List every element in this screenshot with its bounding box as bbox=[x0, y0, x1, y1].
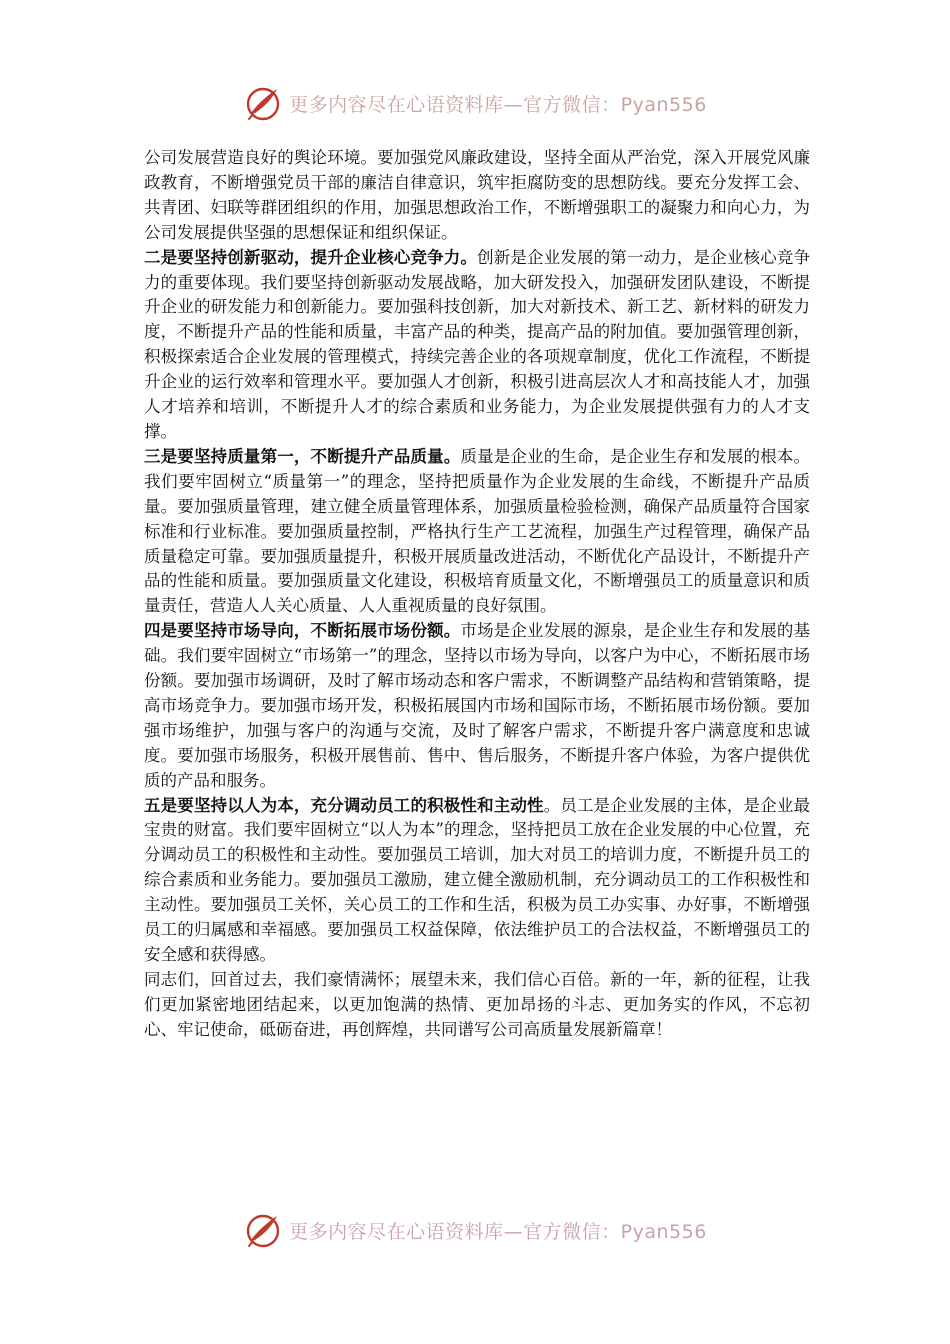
footer-banner bbox=[0, 1207, 950, 1253]
header-banner-text: 更多内容尽在心语资料库—官方微信：Pyan556 bbox=[289, 93, 707, 116]
paragraph-text: 市场是企业发展的源泉，是企业生存和发展的基础。我们要牢固树立“市场第一”的理念，坚持以市场为导向，以客户为中心，不断拓展市场份额。要加强市场调研，及时了解市场动态和客户需求，不断调整产品结构和营销策略，提高市场竞争力。要加强市场开发，积极拓展国内市场和国际市场，不断拓展市场份额。要加强市场维护，加强与客户的沟通与交流，及时了解客户需求，不断提升客户满意度和忠诚度。要加强市场服务，积极开展售前、售中、售后服务，不断提升客户体验，为客户提供优质的产品和服务。 bbox=[144, 621, 811, 790]
quill-logo-icon bbox=[243, 83, 283, 123]
paragraph bbox=[144, 246, 810, 445]
paragraph bbox=[144, 146, 810, 246]
paragraph bbox=[144, 968, 810, 1043]
paragraph-lead: 二是要坚持创新驱动，提升企业核心竞争力。 bbox=[144, 247, 478, 267]
document-body bbox=[144, 146, 810, 1043]
paragraph-text: 质量是企业的生命，是企业生存和发展的根本。我们要牢固树立“质量第一”的理念，坚持把质量作为企业发展的生命线，不断提升产品质量。要加强质量管理，建立健全质量管理体系，加强质量检验检测，确保产品质量符合国家标准和行业标准。要加强质量控制，严格执行生产工艺流程，加强生产过程管理，确保产品质量稳定可靠。要加强质量提升，积极开展质量改进活动，不断优化产品设计，不断提升产品的性能和质量。要加强质量文化建设，积极培育质量文化，不断增强员工的质量意识和质量责任，营造人人关心质量、人人重视质量的良好氛围。 bbox=[144, 446, 811, 616]
header-banner bbox=[0, 80, 950, 126]
paragraph-lead: 三是要坚持质量第一，不断提升产品质量。 bbox=[144, 446, 461, 466]
quill-logo-icon bbox=[243, 1210, 283, 1250]
footer-banner-text: 更多内容尽在心语资料库—官方微信：Pyan556 bbox=[289, 1220, 707, 1243]
paragraph bbox=[144, 445, 810, 619]
paragraph-text: 公司发展营造良好的舆论环境。要加强党风廉政建设，坚持全面从严治党，深入开展党风廉政教育，不断增强党员干部的廉洁自律意识，筑牢拒腐防变的思想防线。要充分发挥工会、共青团、妇联等群团组织的作用，加强思想政治工作，不断增强职工的凝聚力和向心力，为公司发展提供坚强的思想保证和组织保证。 bbox=[144, 148, 810, 242]
paragraph-lead: 五是要坚持以人为本，充分调动员工的积极性和主动性 bbox=[144, 795, 544, 815]
paragraph-text: 同志们，回首过去，我们豪情满怀；展望未来，我们信心百倍。新的一年，新的征程，让我们更加紧密地团结起来，以更加饱满的热情、更加昂扬的斗志、更加务实的作风，不忘初心、牢记使命，砥砺奋进，再创辉煌，共同谱写公司高质量发展新篇章！ bbox=[144, 969, 810, 1039]
paragraph bbox=[144, 619, 810, 793]
paragraph-text: 创新是企业发展的第一动力，是企业核心竞争力的重要体现。我们要坚持创新驱动发展战略，加大研发投入，加强研发团队建设，不断提升企业的研发能力和创新能力。要加强科技创新，加大对新技术、新工艺、新材料的研发力度，不断提升产品的性能和质量，丰富产品的种类，提高产品的附加值。要加强管理创新，积极探索适合企业发展的管理模式，持续完善企业的各项规章制度，优化工作流程，不断提升企业的运行效率和管理水平。要加强人才创新，积极引进高层次人才和高技能人才，加强人才培养和培训，不断提升人才的综合素质和业务能力，为企业发展提供强有力的人才支撑。 bbox=[144, 247, 811, 441]
paragraph-text: 。员工是企业发展的主体，是企业最宝贵的财富。我们要牢固树立“以人为本”的理念，坚持把员工放在企业发展的中心位置，充分调动员工的积极性和主动性。要加强员工培训，加大对员工的培训力度，不断提升员工的综合素质和业务能力。要加强员工激励，建立健全激励机制，充分调动员工的工作积极性和主动性。要加强员工关怀，关心员工的工作和生活，积极为员工办实事、办好事，不断增强员工的归属感和幸福感。要加强员工权益保障，依法维护员工的合法权益，不断增强员工的安全感和获得感。 bbox=[144, 795, 811, 964]
paragraph bbox=[144, 794, 810, 968]
paragraph-lead: 四是要坚持市场导向，不断拓展市场份额。 bbox=[144, 621, 461, 641]
